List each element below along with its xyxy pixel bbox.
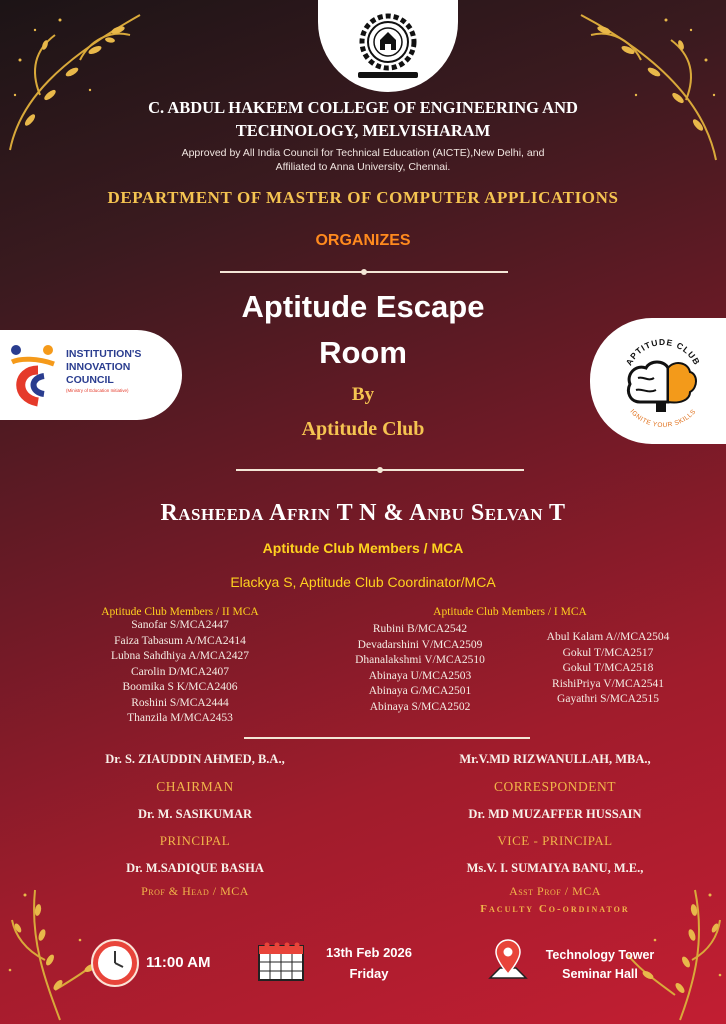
member-item: RishiPriya V/MCA2541	[552, 677, 664, 690]
brain-puzzle-icon	[628, 362, 696, 412]
officials-left	[60, 752, 330, 899]
member-item: Abul Kalam A//MCA2504	[546, 631, 670, 643]
faculty-title: Faculty Co-ordinator	[480, 903, 630, 915]
coordinator-line: Elackya S, Aptitude Club Coordinator/MCA	[230, 574, 496, 590]
approval-text	[0, 146, 726, 174]
college-emblem-icon	[318, 0, 458, 92]
clock-icon	[90, 938, 140, 988]
location-pin-icon	[484, 938, 532, 988]
college-name	[0, 96, 726, 142]
principal-name: Dr. M. SASIKUMAR	[137, 807, 253, 821]
member-item: Dhanalakshmi V/MCA2510	[355, 654, 485, 666]
event-day: Friday	[349, 966, 389, 981]
correspondent-name: Mr.V.MD RIZWANULLAH, MBA.,	[459, 752, 651, 766]
venue-block	[530, 946, 670, 984]
member-item: Abinaya G/MCA2501	[368, 685, 472, 697]
iic-line1: INSTITUTION'S	[66, 348, 142, 360]
iic-line2: INNOVATION	[66, 361, 131, 373]
member-item: Lubna Sahdhiya A/MCA2427	[111, 650, 249, 662]
event-title-line1: Aptitude Escape	[241, 289, 485, 324]
college-logo-tab	[318, 0, 458, 92]
calendar-icon	[255, 940, 307, 984]
organizes-label: ORGANIZES	[315, 232, 411, 249]
iic-sub: (Ministry of Education Initiative)	[66, 388, 129, 393]
chairman-role: CHAIRMAN	[156, 779, 234, 794]
i-mca-heading-wrap	[405, 606, 615, 618]
ii-mca-list	[80, 618, 280, 727]
member-item: Sanofar S/MCA2447	[131, 619, 229, 631]
event-date: 13th Feb 2026	[326, 945, 412, 960]
officials-right	[420, 752, 690, 915]
member-item: Devadarshini V/MCA2509	[357, 638, 483, 651]
iic-line3: COUNCIL	[66, 374, 114, 386]
i-mca-list-col2	[528, 630, 688, 708]
member-item: Abinaya S/MCA2502	[369, 700, 471, 713]
vice-principal-role: VICE - PRINCIPAL	[497, 833, 613, 848]
member-item: Faiza Tabasum A/MCA2414	[114, 634, 246, 647]
aptitude-club-logo	[590, 318, 726, 444]
divider-bottom	[244, 737, 530, 739]
member-item: Thanzila M/MCA2453	[127, 712, 233, 724]
organizer-names: Rasheeda Afrin T N & Anbu Selvan T	[160, 500, 566, 526]
i-mca-list-col1	[340, 622, 500, 715]
hod-role: Prof & Head / MCA	[141, 884, 249, 898]
approval-line2: Affiliated to Anna University, Chennai.	[275, 161, 451, 173]
aptitude-tagline: IGNITE YOUR SKILLS	[628, 408, 698, 430]
college-name-line1: C. ABDUL HAKEEM COLLEGE OF ENGINEERING AND	[148, 98, 578, 117]
member-item: Gokul T/MCA2517	[562, 646, 654, 659]
organizer-role: Aptitude Club Members / MCA	[262, 540, 464, 556]
iic-logo-badge	[0, 330, 182, 420]
faculty-role: Asst Prof / MCA	[509, 884, 601, 898]
event-date-block	[314, 942, 424, 984]
i-mca-heading: Aptitude Club Members / I MCA	[433, 606, 587, 618]
event-title-line2: Room	[319, 335, 407, 370]
hod-name: Dr. M.SADIQUE BASHA	[126, 861, 264, 875]
iic-logo-text	[66, 348, 141, 387]
department-title: DEPARTMENT OF MASTER OF COMPUTER APPLICATIONS	[107, 188, 619, 207]
member-item: Carolin D/MCA2407	[130, 665, 230, 678]
event-time: 11:00 AM	[146, 954, 211, 971]
vice-principal-name: Dr. MD MUZAFFER HUSSAIN	[468, 807, 642, 821]
aptitude-arc-text: APTITUDE CLUB	[623, 336, 703, 368]
member-item: Gayathri S/MCA2515	[557, 693, 659, 705]
faculty-name: Ms.V. I. SUMAIYA BANU, M.E.,	[466, 861, 644, 875]
gold-foliage-top-right	[566, 0, 726, 170]
divider-middle-ornament	[377, 467, 383, 473]
correspondent-role: CORRESPONDENT	[493, 779, 616, 794]
member-item: Rubini B/MCA2542	[372, 623, 468, 635]
approval-line1: Approved by All India Council for Technical Education (AICTE),New Delhi, and	[181, 147, 545, 159]
chairman-name: Dr. S. ZIAUDDIN AHMED, B.A.,	[105, 752, 285, 766]
aptitude-club-logo-badge	[590, 318, 726, 444]
club-name: Aptitude Club	[301, 418, 425, 440]
member-item: Roshini S/MCA2444	[131, 696, 229, 709]
by-label: By	[351, 384, 375, 405]
ii-mca-heading: Aptitude Club Members / II MCA	[101, 606, 259, 618]
ii-mca-members	[80, 606, 280, 727]
member-item: Boomika S K/MCA2406	[122, 681, 238, 693]
member-item: Abinaya U/MCA2503	[368, 669, 472, 682]
venue-line2: Seminar Hall	[562, 967, 638, 981]
college-name-line2: TECHNOLOGY, MELVISHARAM	[235, 121, 491, 140]
iic-logo-icon	[8, 340, 64, 410]
principal-role: PRINCIPAL	[159, 833, 231, 848]
member-item: Gokul T/MCA2518	[562, 662, 654, 674]
venue-line1: Technology Tower	[545, 948, 655, 962]
divider-top-ornament	[361, 269, 367, 275]
